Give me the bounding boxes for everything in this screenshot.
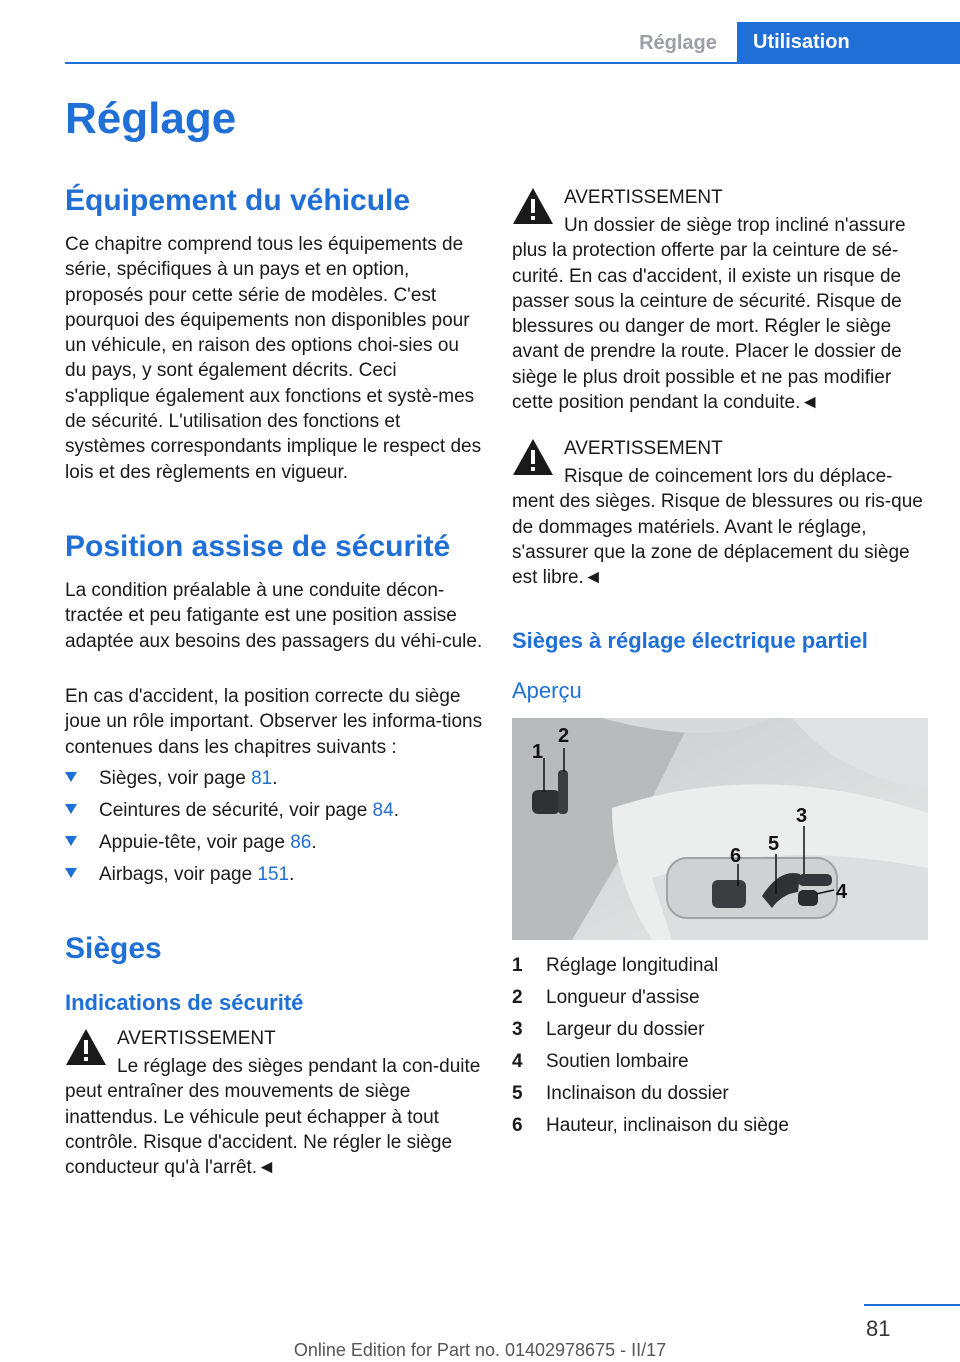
list-item-text: Ceintures de sécurité, voir page: [99, 800, 373, 821]
callout-label: 5: [768, 833, 780, 855]
paragraph-position-1: La condition préalable à une conduite décon-tractée et peu fatigante est une position assise adaptée aux besoins des passagers du véhi-cule.: [65, 580, 483, 652]
bullet-triangle-icon: [65, 868, 77, 878]
legend-number: 1: [512, 955, 523, 976]
legend-item: [512, 985, 789, 1017]
list-item-text: Appuie-tête, voir page: [99, 832, 291, 853]
bullet-triangle-icon: [65, 772, 77, 782]
page-title: Réglage: [65, 94, 237, 143]
warning-heading: AVERTISSEMENT: [564, 438, 723, 459]
legend-number: 2: [512, 987, 523, 1008]
bullet-triangle-icon: [65, 836, 77, 846]
legend-number: 5: [512, 1083, 523, 1104]
legend-text: Hauteur, inclinaison du siège: [546, 1115, 789, 1136]
reference-list: [65, 766, 485, 894]
paragraph-equipement: Ce chapitre comprend tous les équipements de série, spécifiques à un pays et en option, proposés pour cette série de modèles. C'est pourquoi des équipements non disponibles pour un véhicule, en raison des options choi-sies ou du pays, y sont également décrits. Ceci s'applique également aux fonctions et systè-mes de sécurité. L'utilisation des fonctions et systèmes correspondants implique le respect des lois et des règlements en vigueur.: [65, 234, 482, 483]
footer-edition: Online Edition for Part no. 01402978675 - II/17: [293, 1340, 667, 1360]
warning-text: Un dossier de siège trop incliné n'assure plus la protection offerte par la ceinture de sé-curité. En cas d'accident, il existe un risque de passer sous la ceinture de sécurité. Risque de blessures ou danger de mort. Régler le siège avant de prendre la route. Placer le dossier de siège le plus droit possible et ne pas modifier cette position pendant la conduite.◄: [512, 215, 906, 414]
list-item: Airbags, voir page 151.: [65, 862, 485, 894]
warning-heading: AVERTISSEMENT: [564, 187, 723, 208]
page-link[interactable]: 84: [372, 800, 394, 821]
warning-heading: AVERTISSEMENT: [117, 1028, 276, 1049]
legend-text: Longueur d'assise: [546, 987, 700, 1008]
figure-legend: [512, 953, 789, 1145]
bullet-triangle-icon: [65, 804, 77, 814]
page-link[interactable]: 86: [290, 832, 312, 853]
list-item-text: Sièges, voir page: [99, 768, 252, 789]
legend-text: Soutien lombaire: [546, 1051, 689, 1072]
callout-label: 4: [836, 881, 848, 903]
page-number-rule: [864, 1304, 960, 1306]
legend-item: [512, 953, 789, 985]
legend-number: 3: [512, 1019, 523, 1040]
page-number: 81: [866, 1316, 891, 1341]
legend-number: 4: [512, 1051, 523, 1072]
warning-text: Le réglage des sièges pendant la con-duite peut entraîner des mouvements de siège inattendus. Le véhicule peut échapper à tout contrôle. Risque d'accident. Ne régler le siège conducteur qu'à l'arrêt.◄: [65, 1056, 481, 1179]
subheading-apercu: Aperçu: [512, 678, 582, 703]
header-tab-chapter[interactable]: Utilisation: [737, 22, 960, 62]
header-rule: [65, 62, 960, 64]
section-heading-equipement: Équipement du véhicule: [65, 184, 411, 217]
list-item-text: Airbags, voir page: [99, 864, 258, 885]
legend-item: [512, 1113, 789, 1145]
legend-text: Largeur du dossier: [546, 1019, 705, 1040]
list-item: Sièges, voir page 81.: [65, 766, 485, 798]
page-link[interactable]: 81: [251, 768, 273, 789]
legend-text: Réglage longitudinal: [546, 955, 719, 976]
legend-item: [512, 1017, 789, 1049]
legend-number: 6: [512, 1115, 523, 1136]
section-heading-sieges: Sièges: [65, 932, 162, 965]
section-heading-sieges-electriques: Sièges à réglage électrique partiel: [512, 628, 868, 653]
callout-label: 3: [796, 805, 808, 827]
callout-label: 2: [558, 725, 570, 747]
list-item: Appuie-tête, voir page 86.: [65, 830, 485, 862]
warning-text: Risque de coincement lors du déplace-ment des sièges. Risque de blessures ou ris-que de dommages matériels. Avant le réglage, s'assurer que la zone de déplacement du siège est libre.◄: [512, 466, 923, 589]
section-heading-position: Position assise de sécurité: [65, 530, 451, 563]
paragraph-position-2: En cas d'accident, la position correcte du siège joue un rôle important. Observer les informa-tions contenues dans les chapitres suivants :: [65, 686, 483, 758]
legend-text: Inclinaison du dossier: [546, 1083, 729, 1104]
seat-controls-illustration: [512, 718, 928, 940]
legend-item: [512, 1081, 789, 1113]
subheading-indications: Indications de sécurité: [65, 990, 304, 1015]
legend-item: [512, 1049, 789, 1081]
page-link[interactable]: 151: [257, 864, 290, 885]
callout-label: 6: [730, 845, 742, 867]
list-item: Ceintures de sécurité, voir page 84.: [65, 798, 485, 830]
callout-label: 1: [532, 741, 544, 763]
header-tab-section[interactable]: Réglage: [639, 32, 717, 54]
